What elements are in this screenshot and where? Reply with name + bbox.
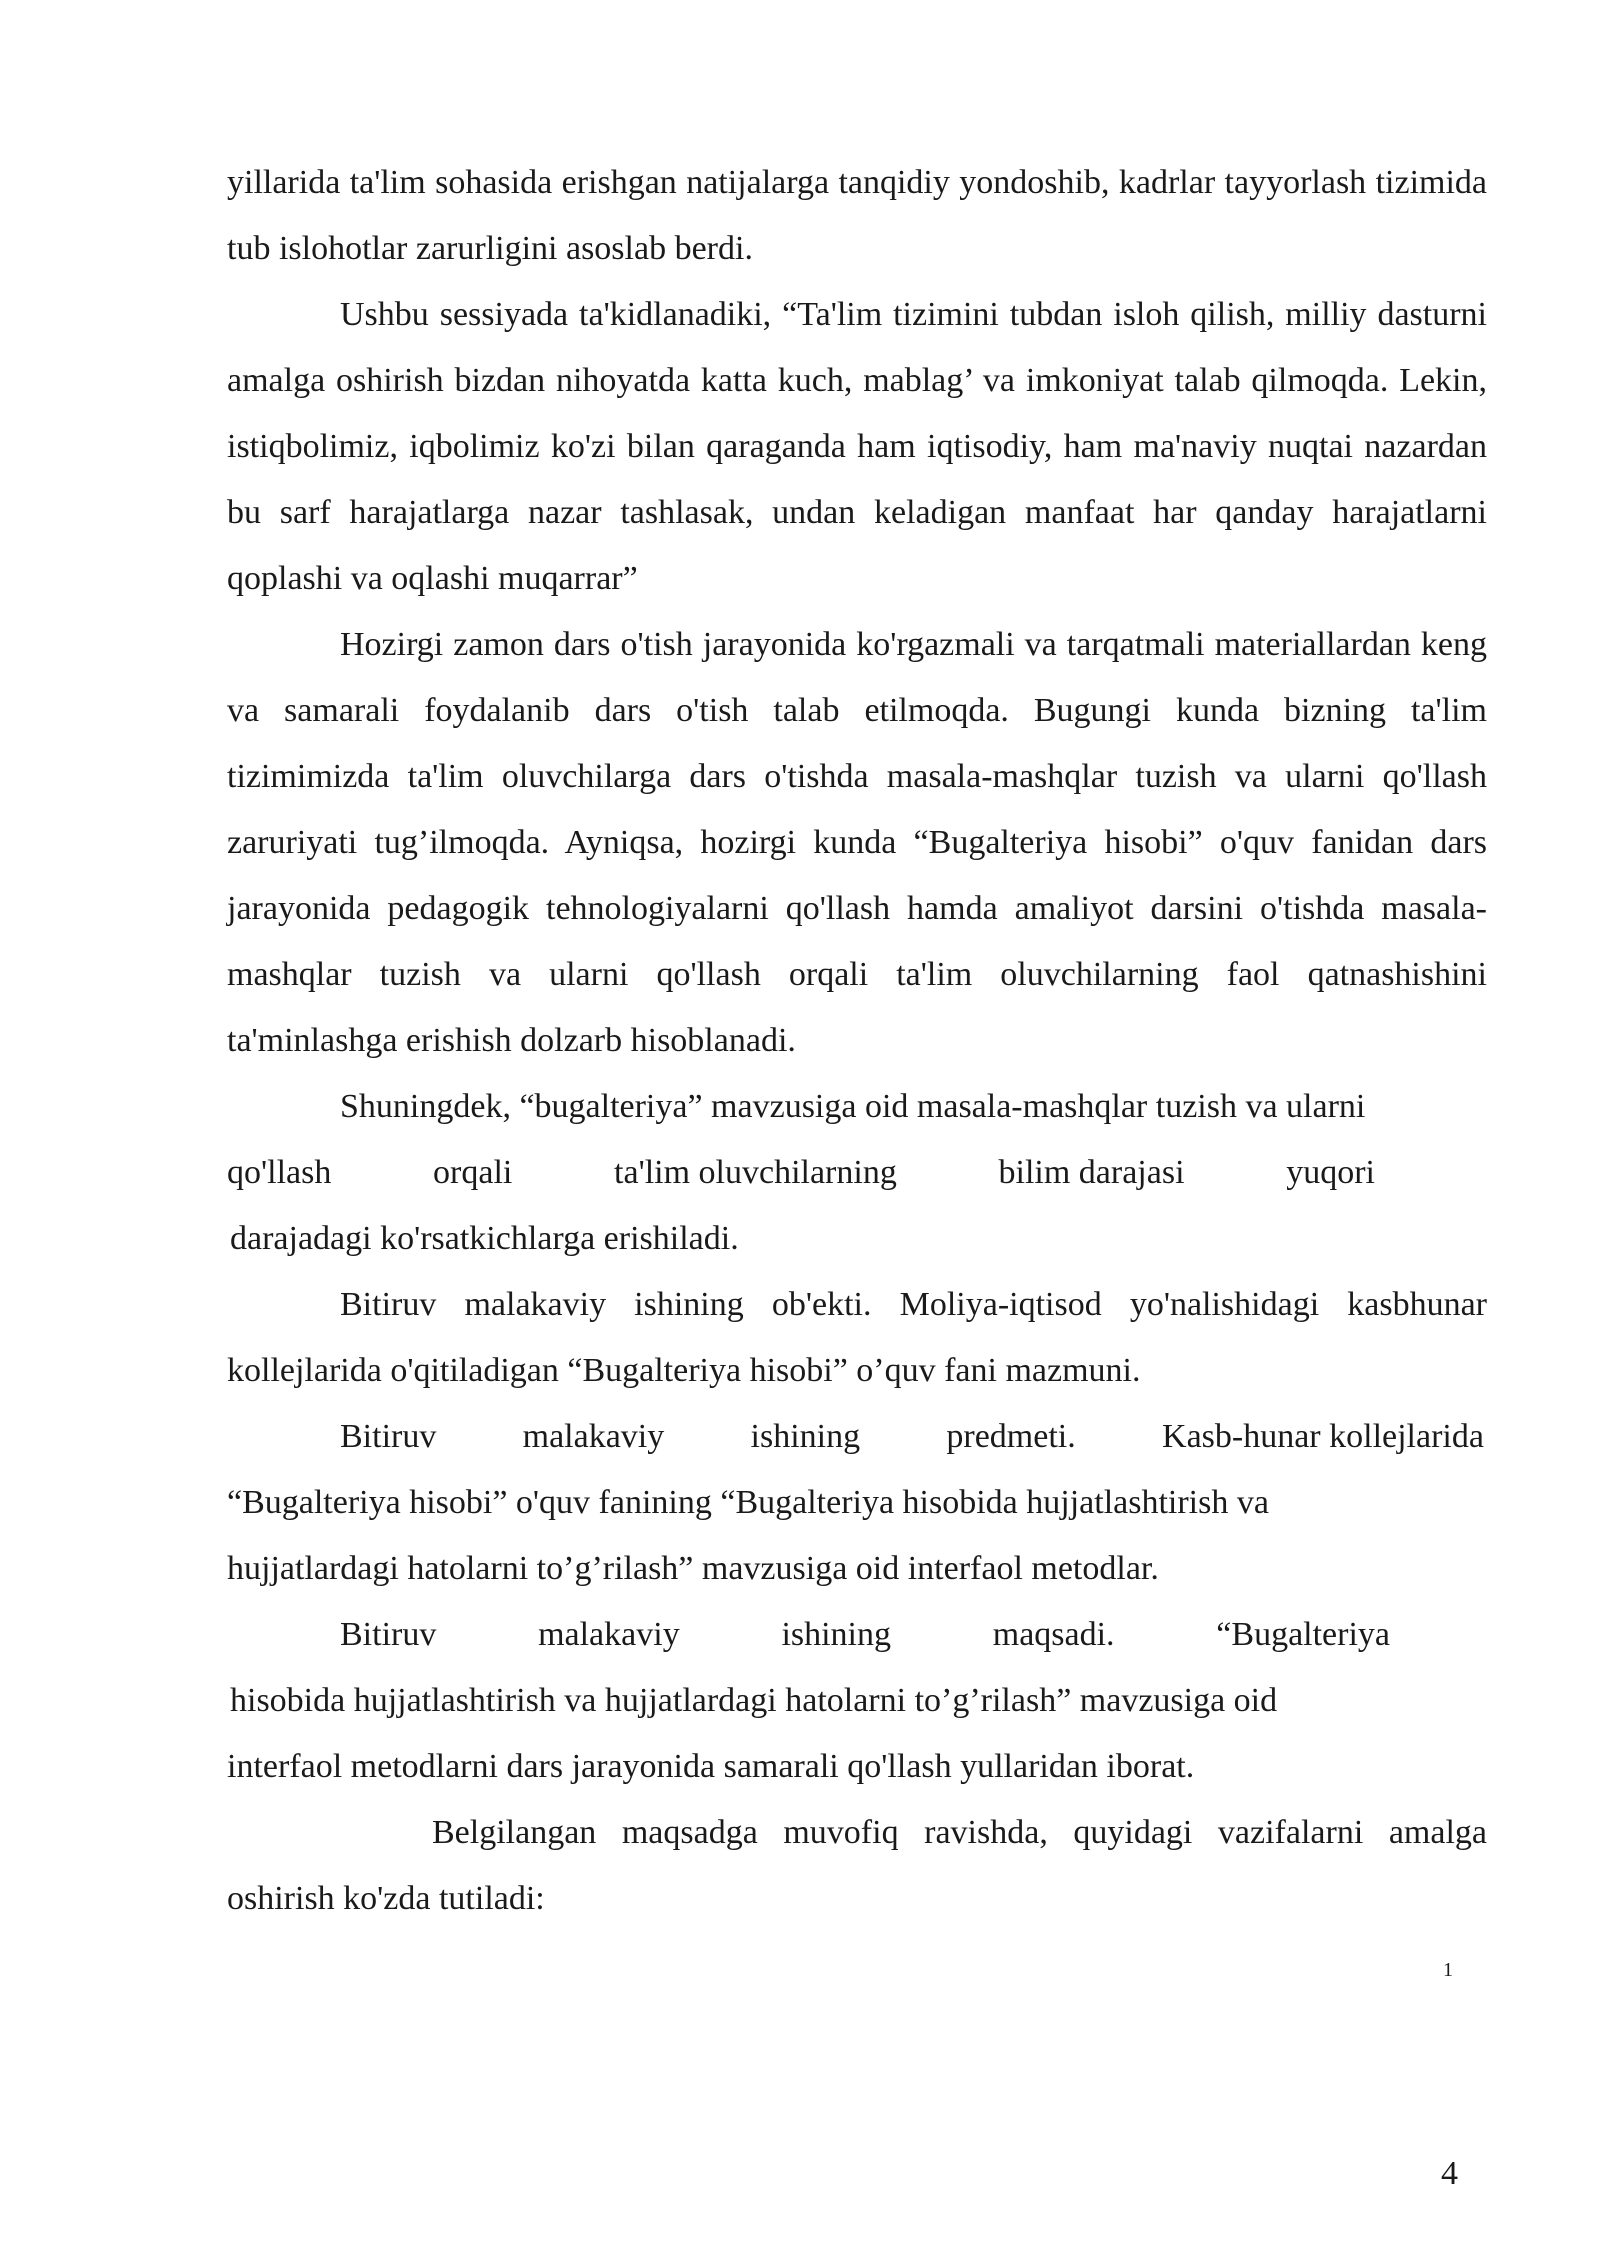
- goal-word-4: maqsadi.: [992, 1616, 1115, 1653]
- paragraph-subject-line-1: [227, 1404, 1484, 1470]
- paragraph-goal-line-2: hisobida hujjatlashtirish va hujjatlardagi hatolarni to’g’rilash” mavzusiga oid: [230, 1682, 1278, 1719]
- subject-word-2: malakaviy: [522, 1418, 665, 1455]
- goal-word-3: ishining: [781, 1616, 892, 1653]
- paragraph-tasks: Belgilangan maqsadga muvofiq ravishda, quyidagi vazifalarni amalga oshirish ko'zda tutiladi:: [227, 1814, 1487, 1917]
- paragraph-intro: yillarida ta'lim sohasida erishgan natijalarga tanqidiy yondoshib, kadrlar tayyorlash tizimida tub islohotlar zarurligini asoslab berdi.: [227, 164, 1487, 267]
- page-number: 4: [1441, 2155, 1458, 2192]
- goal-word-5: “Bugalteriya: [1216, 1616, 1390, 1653]
- paragraph-subject-line-3: hujjatlardagi hatolarni to’g’rilash” mavzusiga oid interfaol metodlar.: [227, 1550, 1159, 1587]
- outcome-word-4: bilim darajasi: [998, 1154, 1185, 1191]
- outcome-word-5: yuqori: [1286, 1154, 1375, 1191]
- paragraph-outcome-line-3: darajadagi ko'rsatkichlarga erishiladi.: [230, 1220, 739, 1257]
- paragraph-outcome-line-1: Shuningdek, “bugalteriya” mavzusiga oid masala-mashqlar tuzish va ularni: [340, 1088, 1366, 1125]
- paragraph-relevance: Hozirgi zamon dars o'tish jarayonida ko'rgazmali va tarqatmali materiallardan keng va samarali foydalanib dars o'tish talab etilmoqda. Bugungi kunda bizning ta'lim tizimimizda ta'lim oluvchilarga dars o'tishda masala-mashqlar tuzish va ularni qo'llash zaruriyati tug’ilmoqda. Ayniqsa, hozirgi kunda “Bugalteriya hisobi” o'quv fanidan dars jarayonida pedagogik tehnologiyalarni qo'llash hamda amaliyot darsini o'tishda masala-mashqlar tuzish va ularni qo'llash orqali ta'lim oluvchilarning faol qatnashishini ta'minlashga erishish dolzarb hisoblanadi.: [227, 626, 1487, 1059]
- outcome-word-3: ta'lim oluvchilarning: [614, 1154, 897, 1191]
- paragraph-subject-line-2: “Bugalteriya hisobi” o'quv fanining “Bugalteriya hisobida hujjatlashtirish va: [227, 1484, 1269, 1521]
- outcome-word-1: qo'llash: [227, 1154, 332, 1191]
- footnote-reference: 1: [1443, 1959, 1453, 1981]
- paragraph-session-quote: Ushbu sessiyada ta'kidlanadiki, “Ta'lim tizimini tubdan isloh qilish, milliy dasturni amalga oshirish bizdan nihoyatda katta kuch, mablag’ va imkoniyat talab qilmoqda. Lekin, istiqbolimiz, iqbolimiz ko'zi bilan qaraganda ham iqtisodiy, ham ma'naviy nuqtai nazardan bu sarf harajatlarga nazar tashlasak, undan keladigan manfaat har qanday harajatlarni qoplashi va oqlashi muqarrar”: [227, 296, 1487, 597]
- goal-word-2: malakaviy: [538, 1616, 680, 1653]
- outcome-word-2: orqali: [433, 1154, 513, 1191]
- subject-word-5: Kasb-hunar kollejlarida: [1162, 1418, 1484, 1455]
- paragraph-goal-line-1: [227, 1602, 1390, 1668]
- subject-word-3: ishining: [750, 1418, 861, 1455]
- paragraph-outcome-line-2: [227, 1140, 1375, 1206]
- subject-word-1: Bitiruv: [340, 1418, 437, 1455]
- subject-word-4: predmeti.: [946, 1418, 1076, 1455]
- body-text: [227, 150, 1487, 1932]
- paragraph-research-object: Bitiruv malakaviy ishining ob'ekti. Moliya-iqtisod yo'nalishidagi kasbhunar kollejlarida o'qitiladigan “Bugalteriya hisobi” o’quv fani mazmuni.: [227, 1286, 1487, 1389]
- paragraph-goal-line-3: interfaol metodlarni dars jarayonida samarali qo'llash yullaridan iborat.: [227, 1748, 1195, 1785]
- goal-word-1: Bitiruv: [340, 1616, 437, 1653]
